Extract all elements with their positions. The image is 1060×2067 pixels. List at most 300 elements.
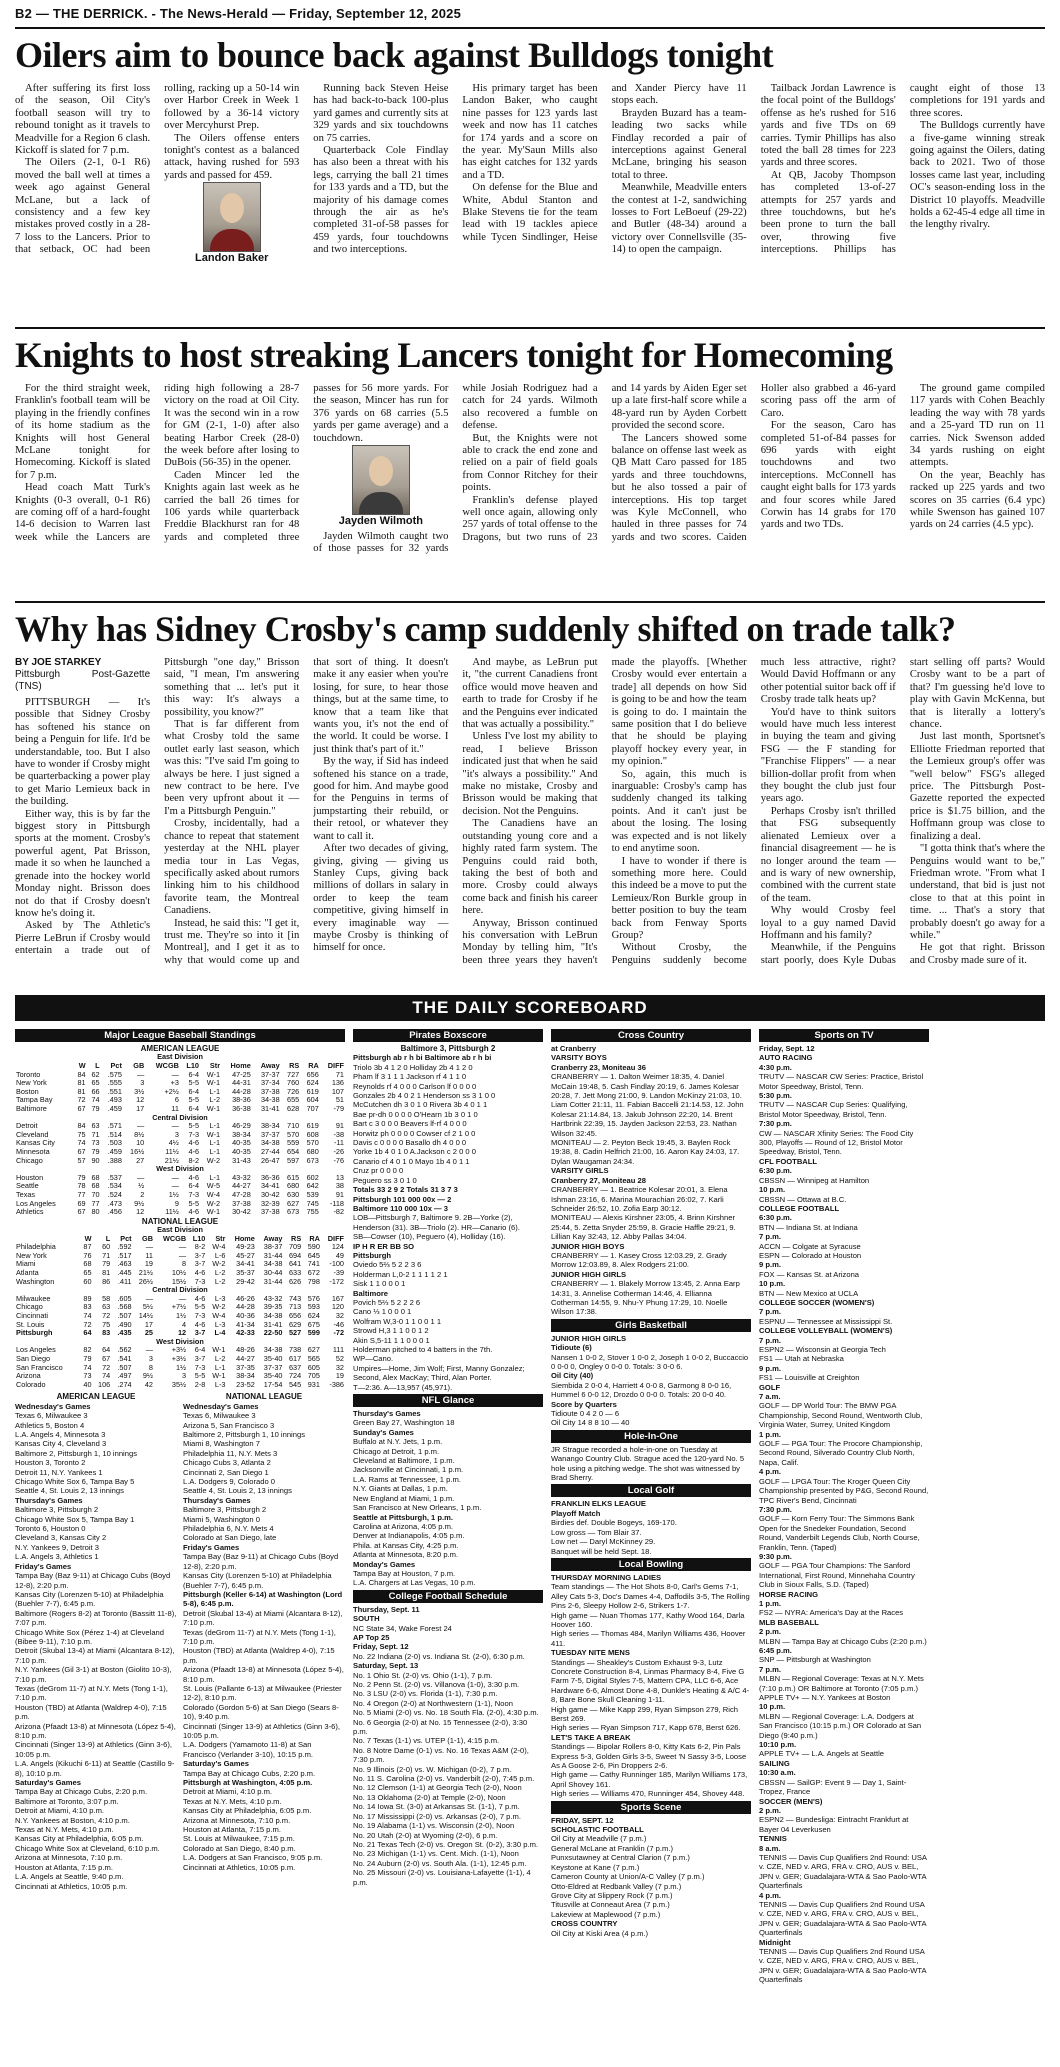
nfl-line: Seattle at Pittsburgh, 1 p.m. [353, 1512, 454, 1522]
standings-cell: 27-44 [260, 1146, 280, 1156]
pirates-boxscore-title: Pirates Boxscore [353, 1029, 543, 1042]
tv-listing-line: ESPN — Colorado at Houston [759, 1250, 862, 1260]
standings-cell: 34-38 [263, 1259, 283, 1269]
standings-cell: 565 [307, 1354, 320, 1363]
boxscore-line: Strowd H,3 1 1 0 0 1 2 [353, 1326, 429, 1336]
standings-cell: 79 [91, 1146, 100, 1156]
boxscore-line: Umpires—Home, Jim Wolf; First, Manny Gonzalez; [353, 1363, 525, 1373]
standings-cell: 71 [91, 1129, 100, 1139]
standings-cell: 29-42 [236, 1276, 255, 1286]
bowling-line: Standings — Sheakley's Custom Exhaust 9-3, Lutz Concrete Construction 8-4, Linmas Pharmacy 8-4, Five G Farm 7-5, Digital Styles 7-5, Mattern CPA, LLC 6-6, Ace Hardware 6-6, Almost Done 4-8, Dunkle's Heating & A/C 4-8, Bare Bone Skull Cleaning 1-11. [551, 1657, 750, 1705]
nfl-line: Atlanta at Minnesota, 8:20 p.m. [353, 1550, 459, 1560]
boxscore-line: Davis c 0 0 0 0 Basallo dh 4 0 0 0 [353, 1138, 467, 1148]
story-paragraph: Meanwhile, Meadville enters the contest at 1-2, sandwiching losses to Fort LeBoeuf (29-22) and Butler (48-34) around a victory over Connellsville (35-14) to open the campaign. [611, 182, 747, 256]
tv-listing-line: 7 p.m. [759, 1232, 781, 1242]
story-paragraph: Why would Crosby feel loyal to a guy named David Hoffmann and his family? [760, 905, 896, 941]
standings-cell: 12 [177, 1328, 187, 1338]
standings-cell: 709 [289, 1242, 302, 1252]
story-paragraph: The Canadiens have an outstanding young core and a highly rated farm system. The Penguins could raid both, taking the best of both and more. Crosby could always come back and finish his career here. [462, 818, 598, 917]
sports-scene-line: Lakeview at Maplewood (7 p.m.) [551, 1909, 661, 1919]
boxscore-line: Yorke 1b 4 0 1 0 A.Jackson c 2 0 0 0 [353, 1147, 476, 1157]
standings-cell: .445 [117, 1268, 132, 1278]
boxscore-line: Pham lf 3 1 1 1 Jackson rf 4 1 1 0 [353, 1072, 467, 1082]
al-result-line: Texas (deGrom 11-7) at N.Y. Mets (Tong 1-1), 7:10 p.m. [15, 1683, 168, 1703]
standings-cell: — [171, 1172, 179, 1182]
standings-cell: 604 [306, 1095, 319, 1105]
standings-cell: 6-4 [188, 1069, 199, 1079]
al-result-line: Chicago White Sox (Pérez 1-4) at Cleveland (Bibee 9-11), 7:10 p.m. [15, 1627, 164, 1646]
standings-cell: 615 [287, 1172, 300, 1182]
standings-cell: 64 [102, 1345, 111, 1355]
standings-cell: 37-37 [260, 1069, 280, 1079]
golf-line: Birdies def. Double Bogeys, 169-170. [551, 1518, 677, 1528]
standings-cell: 15½ [171, 1276, 187, 1286]
standings-cell: 120 [331, 1302, 344, 1312]
standings-cell: .551 [107, 1086, 122, 1096]
standings-cell: -38 [333, 1129, 344, 1139]
standings-cell: 31-43 [232, 1155, 251, 1165]
al-result-line: L.A. Angels at Seattle, 9:40 p.m. [15, 1872, 124, 1882]
standings-cell: Philadelphia [16, 1242, 56, 1252]
college-football-line: Friday, Sept. 12 [353, 1642, 409, 1652]
tv-listing-line: 10:30 a.m. [759, 1768, 796, 1778]
local-golf-title: Local Golf [551, 1484, 751, 1497]
al-result-line: Saturday's Games [15, 1778, 81, 1788]
boxscore-line: Reynolds rf 4 0 0 0 Carlson lf 0 0 0 0 [353, 1081, 477, 1091]
cross-country-line: JUNIOR HIGH BOYS [551, 1241, 625, 1251]
standings-cell: 680 [306, 1146, 319, 1156]
nl-result-line: Miami 8, Washington 7 [183, 1439, 260, 1449]
tv-column [759, 1027, 929, 2067]
cross-country-line: at Cranberry [551, 1044, 597, 1053]
college-football-line: No. 11 S. Carolina (2-0) vs. Vanderbilt (2-0), 7:45 p.m. [353, 1774, 535, 1784]
boxscore-line: Povich 5⅔ 5 2 2 2 6 [353, 1297, 421, 1307]
boxscore-line: Bae pr-dh 0 0 0 0 O'Hearn 1b 3 0 1 0 [353, 1109, 478, 1119]
standings-cell: 7-3 [194, 1362, 206, 1372]
standings-cell: 4-6 [194, 1268, 206, 1278]
story-paragraph: Instead, he said this: "I get it, trust me. They're so into it [in Montreal], and I get it as to why that would come up and that sort of thing. It doesn't make it any easier when you're losing, for sure, to hear those things, but at the same time, to know that a team like that wants you, it's not the end of the world. It could be worse. I just think that's part of it." [164, 657, 449, 966]
standings-cell: 74 [83, 1362, 92, 1372]
sports-scene-line: Titusville at Conneaut Area (7 p.m.) [551, 1900, 670, 1910]
tv-listing-line: APPLE TV+ — L.A. Angels at Seattle [759, 1749, 885, 1759]
player-photo [352, 445, 410, 515]
standings-cell: 67 [77, 1207, 86, 1217]
standings-cell: 91 [335, 1189, 344, 1199]
nfl-line: Carolina at Arizona, 4:05 p.m. [353, 1521, 454, 1531]
standings-cell: .537 [107, 1172, 122, 1182]
nfl-line: Thursday's Games [353, 1409, 421, 1419]
sports-scene-line: Keystone at Kane (7 p.m.) [551, 1862, 640, 1872]
boxscore-line: Pittsburgh [353, 1250, 391, 1260]
standings-cell: 745 [306, 1198, 319, 1208]
standings-cell: 57 [77, 1155, 86, 1165]
tv-listing-line: BTN — Indiana St. at Indiana [759, 1222, 858, 1232]
standings-cell: 65 [83, 1268, 92, 1278]
standings-cell: 602 [306, 1172, 319, 1182]
standings-cell: 38-34 [260, 1121, 280, 1131]
al-result-line: Tampa Bay (Baz 9-11) at Chicago Cubs (Boyd 12-8), 2:20 p.m. [15, 1571, 171, 1590]
standings-cell: — [171, 1069, 179, 1079]
boxscore-line: Cano ⅓ 1 0 0 0 1 [353, 1307, 412, 1317]
tv-listing-line: CBSSN — Ottawa at B.C. [759, 1194, 847, 1204]
tv-listing-line: MLBN — Regional Coverage: Texas at N.Y. Mets (7:10 p.m.) OR Baltimore at Toronto (7:05 p.m.) [759, 1674, 924, 1693]
bowling-line: Standings — Bipolar Rollers 8-0, Kitty Kats 6-2, Pin Pals Express 5-3, Golden Girls 3-5, Sweet 'N Sassy 3-5, Loose As A Goose 2-6, Pin Droppers 2-6. [551, 1742, 747, 1771]
division-name: Central Division [152, 1285, 208, 1295]
standings-cell: 124 [331, 1242, 344, 1252]
al-result-line: Houston at Atlanta, 7:15 p.m. [15, 1862, 113, 1872]
nl-result-line: Kansas City at Philadelphia, 6:05 p.m. [183, 1806, 312, 1816]
standings-cell: L-3 [214, 1293, 226, 1303]
nl-result-line: Seattle 4, St. Louis 2, 13 innings [183, 1486, 292, 1496]
al-result-line: Chicago White Sox 6, Tampa Bay 5 [15, 1477, 135, 1487]
story-paragraph: Caden Mincer led the Knights again last week as he carried the ball 26 times for 106 yards while quarterback Freddie Blackhurst ran for 48 yards and completed three passes for 56 more yards. For the season, Mincer has run for 376 yards on 68 carries (5.5 yards per game average) and a touchdown. [164, 383, 449, 543]
standings-cell: 19 [144, 1259, 153, 1269]
standings-cell: -11 [333, 1138, 344, 1148]
standings-cell: 593 [307, 1302, 320, 1312]
tv-listing-line: TRUTV — NASCAR CW Series: Practice, Bristol Motor Speedway, Bristol, Tenn. [759, 1072, 924, 1091]
standings-cell: 87 [83, 1242, 92, 1252]
college-football-line: No. 2 Penn St. (2-0) vs. Villanova (1-0), 3:30 p.m. [353, 1680, 520, 1689]
standings-cell: .507 [117, 1311, 132, 1321]
scoreboard-banner: THE DAILY SCOREBOARD [15, 995, 1045, 1021]
standings-cell: 675 [307, 1319, 320, 1329]
basketball-line: Tidioute 0 4 2 0 — 6 [551, 1409, 620, 1419]
bowling-line: LET'S TAKE A BREAK [551, 1732, 631, 1742]
sports-scene-line: CROSS COUNTRY [551, 1919, 618, 1929]
standings-cell: L-1 [209, 1121, 221, 1131]
standings-cell: 7-3 [188, 1189, 199, 1199]
story-paragraph: On the year, Beachly has racked up 225 yards and two scores on 35 carries (6.4 ypc) while Swenson has gained 107 yards on 24 carries (4.5 ypc). [909, 469, 1045, 531]
standings-cell: 4½ [168, 1138, 179, 1148]
al-result-line: Cincinnati at Athletics, 10:05 p.m. [15, 1881, 128, 1891]
standings-cell: 37-34 [260, 1078, 280, 1088]
standings-cell: 672 [307, 1268, 320, 1278]
standings-cell: 3-7 [194, 1328, 206, 1338]
story-paragraph: Perhaps Crosby isn't thrilled that FSG subsequently alienated Lemieux over a financial disagreement — he is no longer around the team — and is wary of new ownership, combined with the current state of the team. [760, 805, 896, 904]
al-result-line: Houston (TBD) at Atlanta (Waldrep 4-0), 7:15 p.m. [15, 1702, 167, 1722]
standings-cell: .463 [117, 1259, 132, 1269]
standings-cell: W-4 [212, 1311, 226, 1321]
standings-row [15, 1208, 345, 1217]
standings-cell: 74 [91, 1095, 100, 1105]
tv-listing-line: AUTO RACING [759, 1053, 813, 1063]
standings-cell: 60 [83, 1276, 92, 1286]
photo-caption: Landon Baker [195, 252, 269, 265]
standings-cell: 673 [287, 1207, 300, 1217]
standings-cell: -26 [333, 1146, 344, 1156]
college-football-line: No. 5 Miami (2-0) vs. No. 18 South Fla. (2-0), 4:30 p.m. [353, 1708, 539, 1718]
standings-cell: 30-44 [263, 1268, 283, 1278]
tv-listing-line: 7 p.m. [759, 1664, 781, 1674]
standings-cell: 6 [174, 1095, 179, 1105]
standings-cell: W-1 [206, 1078, 221, 1088]
standings-cell: W-2 [206, 1155, 221, 1165]
standings-cell: 81 [77, 1086, 86, 1096]
nfl-line: L.A. Rams at Tennessee, 1 p.m. [353, 1474, 461, 1484]
bowling-line: High game — Mike Kapp 299, Ryan Simpson 279, Rich Berst 269. [551, 1704, 738, 1723]
nl-result-line: Tampa Bay at Chicago Cubs, 2:20 p.m. [183, 1768, 316, 1778]
story-paragraph: Quarterback Cole Findlay has also been a threat with his legs, carrying the ball 21 times for 133 yards and a TD, but the majority of his damage comes through the air as he's completed 31-of-58 passes for 459 yards, four touchdowns and two interceptions. [313, 145, 449, 256]
standings-cell: 49 [335, 1250, 344, 1260]
tv-listing-line: CFL FOOTBALL [759, 1156, 818, 1166]
standings-cell: W-1 [206, 1129, 221, 1139]
standings-cell: 628 [287, 1103, 300, 1113]
standings-cell: 37-38 [260, 1207, 280, 1217]
al-result-line: Kansas City at Philadelphia, 6:05 p.m. [15, 1834, 144, 1844]
boxscore-line: WP—Cano. [353, 1354, 394, 1364]
standings-cell: 10½ [171, 1268, 187, 1278]
standings-cell: .459 [107, 1103, 122, 1113]
bowling-line: High game — Nuan Thomas 177, Kathy Wood 164, Darla Hoover 160. [551, 1610, 745, 1629]
mugshot-landon-baker [164, 182, 299, 264]
standings-cell: 38 [335, 1181, 344, 1191]
standings-cell: .524 [107, 1189, 122, 1199]
standings-cell: Pittsburgh [16, 1328, 53, 1338]
standings-cell: — [136, 1121, 145, 1131]
story-paragraph: By the way, if Sid has indeed softened his stance on a trade, good for him. And maybe good for the Penguins in terms of jumpstarting their rebuild, or their retool, or whatever they want to call it. [313, 756, 449, 842]
college-football-line: No. 23 Michigan (1-1) vs. Cent. Mich. (1-1), Noon [353, 1849, 519, 1859]
nl-result-line: St. Louis at Milwaukee, 7:15 p.m. [183, 1834, 295, 1844]
tv-listing-line: FS2 — NYRA: America's Day at the Races [759, 1608, 904, 1618]
sports-scene-line: Oil City at Meadville (7 p.m.) [551, 1834, 647, 1844]
standings-cell: 743 [289, 1293, 302, 1303]
standings-cell: Detroit [16, 1121, 38, 1131]
story-paragraph: Just last month, Sportsnet's Elliotte Friedman reported that the Lemieux group's offer was "well below" FSG's alleged price. The Pittsburgh Post-Gazette reported the expected price is $1.75 billion, and the Hoffmann group was close to finalizing a deal. [909, 731, 1045, 842]
standings-cell: 4-6 [188, 1146, 199, 1156]
boxscore-line: SB—Cowser (10), Peguero (4), Holliday (16). [353, 1232, 506, 1242]
college-football-line: NC State 34, Wake Forest 24 [353, 1623, 452, 1633]
standings-cell: 5-5 [194, 1371, 206, 1381]
standings-header-cell: DIFF [327, 1233, 344, 1243]
standings-cell: 71 [335, 1069, 344, 1079]
standings-cell: 44-31 [232, 1078, 251, 1088]
standings-cell: 12 [136, 1207, 145, 1217]
standings-cell: 8-2 [194, 1242, 206, 1252]
nl-result-line: Houston at Atlanta, 7:15 p.m. [183, 1825, 281, 1835]
standings-cell: — [171, 1181, 179, 1191]
standings-cell: Miami [16, 1259, 36, 1269]
nfl-line: Jacksonville at Cincinnati, 1 p.m. [353, 1465, 464, 1475]
standings-cell: 14½ [138, 1311, 153, 1321]
standings-cell: 576 [307, 1293, 320, 1303]
standings-cell: Milwaukee [16, 1293, 51, 1303]
standings-cell: 78 [77, 1181, 86, 1191]
mlb-column [15, 1027, 345, 2067]
story-paragraph: So, again, this much is inarguable: Crosby's camp has suddenly changed its talking points. And it can't just be about the losing. The losing was expected and is not likely to end anytime soon. [611, 768, 747, 855]
tv-listing-line: 4 p.m. [759, 1890, 781, 1900]
tv-listing-line: 4 p.m. [759, 1467, 781, 1477]
standings-cell: 22-50 [263, 1328, 283, 1338]
standings-cell: 39-35 [263, 1302, 283, 1312]
standings-cell: 46-29 [232, 1121, 251, 1131]
division-name: West Division [156, 1164, 204, 1174]
standings-cell: .555 [107, 1078, 122, 1088]
tv-listing-line: 7 p.m. [759, 1335, 781, 1345]
standings-cell: 67 [102, 1354, 111, 1363]
tv-listing-line: 10 p.m. [759, 1185, 786, 1195]
byline: BY JOE STARKEY [15, 657, 102, 668]
standings-cell: 545 [289, 1379, 302, 1389]
tv-listing-line: COLLEGE SOCCER (WOMEN'S) [759, 1297, 875, 1307]
standings-header-cell: Home [230, 1061, 251, 1070]
standings-cell: 43-32 [263, 1293, 283, 1303]
story-paragraph: The Lancers showed some balance on offense last week as QB Matt Caro passed for 185 yards and three touchdowns, but he also tossed a pair of interceptions. His top target was Kyle McConnell, who hauled in three passes for 74 yards and two scores. Caiden Holler also grabbed a 46-yard scoring pass off the arm of Caro. [611, 383, 896, 543]
standings-cell: 106 [98, 1379, 111, 1389]
tv-listing-line: 5:30 p.m. [759, 1091, 792, 1101]
standings-cell: 37-37 [260, 1129, 280, 1139]
standings-cell: L-4 [214, 1328, 226, 1338]
nl-result-line: Arizona (Pfaadt 13-8) at Minnesota (López 5-4), 8:10 p.m. [183, 1665, 344, 1684]
standings-cell: 741 [307, 1259, 320, 1269]
standings-cell: Arizona [16, 1371, 41, 1381]
sports-scene-line: Cameron County at Union/A-C Valley (7 p.m.) [551, 1872, 705, 1882]
boxscore-line: T—2:36. A—13,957 (45,971). [353, 1382, 453, 1392]
standings-cell: Washington [16, 1276, 55, 1286]
standings-cell: -172 [329, 1276, 344, 1286]
divider [15, 327, 1045, 329]
standings-cell: +3½ [171, 1354, 187, 1363]
tv-listing-line: FOX — Kansas St. at Arizona [759, 1269, 860, 1279]
standings-cell: -79 [333, 1103, 344, 1113]
standings-cell: 64 [83, 1328, 92, 1338]
standings-cell: .497 [117, 1371, 132, 1381]
standings-header-cell: RA [308, 1061, 319, 1070]
standings-cell: — [178, 1250, 187, 1260]
standings-header-cell: Str [209, 1061, 221, 1070]
al-result-line: Toronto 6, Houston 0 [15, 1524, 86, 1534]
standings-cell: L-2 [214, 1354, 226, 1363]
al-result-line: Kansas City (Lorenzen 5-10) at Philadelphia (Buehler 7-7), 6:45 p.m. [15, 1589, 164, 1609]
nl-result-line: L.A. Dodgers at San Francisco, 9:05 p.m. [183, 1853, 323, 1863]
boxscore-line: Baltimore 110 000 10x — 3 [353, 1203, 448, 1213]
standings-cell: 4-6 [188, 1172, 199, 1182]
bowling-line: TUESDAY NITE MENS [551, 1648, 630, 1658]
cross-country-line: VARSITY BOYS [551, 1053, 607, 1063]
standings-cell: 724 [289, 1371, 302, 1381]
boxscore-line: Triolo 3b 4 1 2 0 Holliday 2b 4 1 2 0 [353, 1062, 473, 1072]
story-paragraph: Running back Steven Heise has had back-to-back 100-plus yard games and currently sits at 329 yards and six touchdowns on 75 carries. [313, 83, 449, 144]
tv-listing-line: 9:30 p.m. [759, 1551, 792, 1561]
standings-cell: 38-34 [236, 1371, 255, 1381]
nl-result-line: Baltimore 3, Pittsburgh 2 [183, 1505, 267, 1515]
nl-result-line: Philadelphia 11, N.Y. Mets 3 [183, 1448, 278, 1458]
al-result-line: Chicago White Sox 5, Tampa Bay 1 [15, 1514, 135, 1524]
standings-cell: 34-38 [260, 1138, 280, 1148]
boxscore-line: Totals 33 2 9 2 Totals 31 3 7 3 [353, 1185, 458, 1195]
standings-cell: 41-34 [236, 1319, 255, 1329]
boxscore-line: McCutchen dh 3 0 1 0 Rivera 3b 4 0 1 1 [353, 1100, 488, 1110]
standings-cell: 31-41 [263, 1319, 283, 1329]
standings-cell: 645 [307, 1250, 320, 1260]
standings-cell: 608 [306, 1129, 319, 1139]
nl-result-line: Colorado at San Diego, late [183, 1533, 277, 1543]
boxscore-line: Pittsburgh 101 000 00x — 2 [353, 1194, 452, 1204]
standings-cell: 72 [77, 1095, 86, 1105]
standings-cell: 11½ [165, 1146, 179, 1156]
standings-cell: St. Louis [16, 1319, 45, 1329]
standings-cell: .571 [107, 1121, 122, 1131]
nl-result-line: Cincinnati at Athletics, 10:05 p.m. [183, 1862, 296, 1872]
nl-result-line: Texas at N.Y. Mets, 4:10 p.m. [183, 1796, 282, 1806]
nl-result-line: Pittsburgh (Keller 6-14) at Washington (Lord 5-8), 6:45 p.m. [183, 1589, 343, 1609]
story3-body [15, 657, 1045, 987]
standings-cell: New York [16, 1250, 47, 1260]
standings-cell: L-3 [214, 1379, 226, 1389]
standings-cell: 3 [174, 1129, 179, 1139]
standings-cell: San Francisco [16, 1362, 63, 1372]
standings-cell: 63 [91, 1121, 100, 1131]
standings-cell: 70 [91, 1189, 100, 1199]
al-result-line: Arizona (Pfaadt 13-8) at Minnesota (López 5-4), 8:10 p.m. [15, 1721, 176, 1740]
standings-cell: -46 [333, 1319, 344, 1329]
standings-cell: .507 [117, 1362, 132, 1372]
college-football-line: No. 1 Ohio St. (2-0) vs. Ohio (1-1), 7 p.m. [353, 1670, 493, 1680]
standings-cell: 710 [287, 1121, 300, 1131]
standings-cell: 16½ [130, 1146, 145, 1156]
standings-cell: 38-36 [232, 1095, 251, 1105]
nl-results [183, 1392, 345, 1891]
tv-listing-line: HORSE RACING [759, 1589, 819, 1599]
basketball-line: Siembida 2 0-0 4, Harriett 4 0-0 8, Garmong 8 0-0 16, Hummel 6 0-0 12, Drozdo 0 0-0 0. Totals: 20 0-0 40. [551, 1380, 732, 1400]
standings-cell: 74 [102, 1371, 111, 1381]
standings-cell: 5-5 [194, 1302, 206, 1312]
tv-listing-line: Friday, Sept. 12 [759, 1044, 815, 1053]
college-football-line: Saturday, Sept. 13 [353, 1661, 419, 1671]
standings-cell: San Diego [16, 1354, 51, 1363]
college-football-line: No. 7 Texas (1-1) vs. UTEP (1-1), 4:15 p.m. [353, 1736, 500, 1746]
nfl-glance-title: NFL Glance [353, 1394, 543, 1407]
tv-listing-line: 10 p.m. [759, 1702, 786, 1712]
nl-result-line: Cincinnati 2, San Diego 1 [183, 1467, 269, 1477]
tv-listing-line: 9 p.m. [759, 1363, 781, 1373]
standings-cell: 627 [287, 1198, 300, 1208]
standings-cell: 654 [287, 1146, 300, 1156]
al-result-line: Detroit 11, N.Y. Yankees 1 [15, 1467, 103, 1477]
tv-listing-line: MLB BASEBALL [759, 1617, 819, 1627]
standings-cell: .459 [107, 1146, 122, 1156]
standings-cell: 3-7 [194, 1354, 206, 1363]
boxscore-line: Second, Alex MacKay; Third, Alan Porter. [353, 1373, 492, 1383]
standings-cell: -100 [329, 1259, 344, 1269]
standings-cell: 619 [306, 1121, 319, 1131]
standings-cell: Texas [16, 1189, 36, 1199]
division-name: Central Division [152, 1112, 208, 1122]
standings-cell: .517 [117, 1250, 132, 1260]
standings-header-cell: RA [309, 1233, 320, 1243]
boxscore-line: Holderman L,0-2 1 1 1 1 2 1 [353, 1269, 448, 1279]
tv-listing-line: ESPNU — Tennessee at Mississippi St. [759, 1316, 893, 1326]
tv-listing-line: 7:30 p.m. [759, 1119, 792, 1129]
cross-country-line: MONITEAU — Alexis Kirshner 23:05, 4. Brinn Kirshner 25:44, 5. Zetta Snyder 25:59, 8. Gracie Haffle 29:21, 9. Lillian Kay 32:43, 12. Abby Pallas 34:04. [551, 1213, 736, 1242]
standings-cell: 60 [102, 1242, 111, 1252]
standings-cell: — [145, 1293, 153, 1303]
bowling-line: THURSDAY MORNING LADIES [551, 1572, 662, 1582]
standings-cell: 38-37 [263, 1242, 283, 1252]
standings-cell: Boston [16, 1086, 39, 1096]
tv-listing-line: 7:30 p.m. [759, 1504, 792, 1514]
standings-cell: 624 [307, 1311, 320, 1321]
tv-listing-line: 6:45 p.m. [759, 1646, 792, 1655]
nl-result-line: Pittsburgh at Washington, 4:05 p.m. [183, 1778, 313, 1788]
tv-listing-line: GOLF [759, 1382, 781, 1392]
standings-cell: 30-42 [232, 1207, 251, 1217]
cross-country-line: CRANBERRY — 1. Kasey Cross 12:03.29, 2. Grady Morrow 12:03.89, 8. Alex Rodgers 21:00. [551, 1250, 727, 1270]
bowling-line: High series — Ryan Simpson 717, Kapp 678, Berst 626. [551, 1723, 741, 1733]
standings-cell: 3 [182, 1371, 187, 1381]
standings-cell: W-1 [212, 1371, 226, 1381]
nfl-line: Buffalo at N.Y. Jets, 1 p.m. [353, 1437, 443, 1447]
standings-cell: Houston [16, 1172, 44, 1182]
